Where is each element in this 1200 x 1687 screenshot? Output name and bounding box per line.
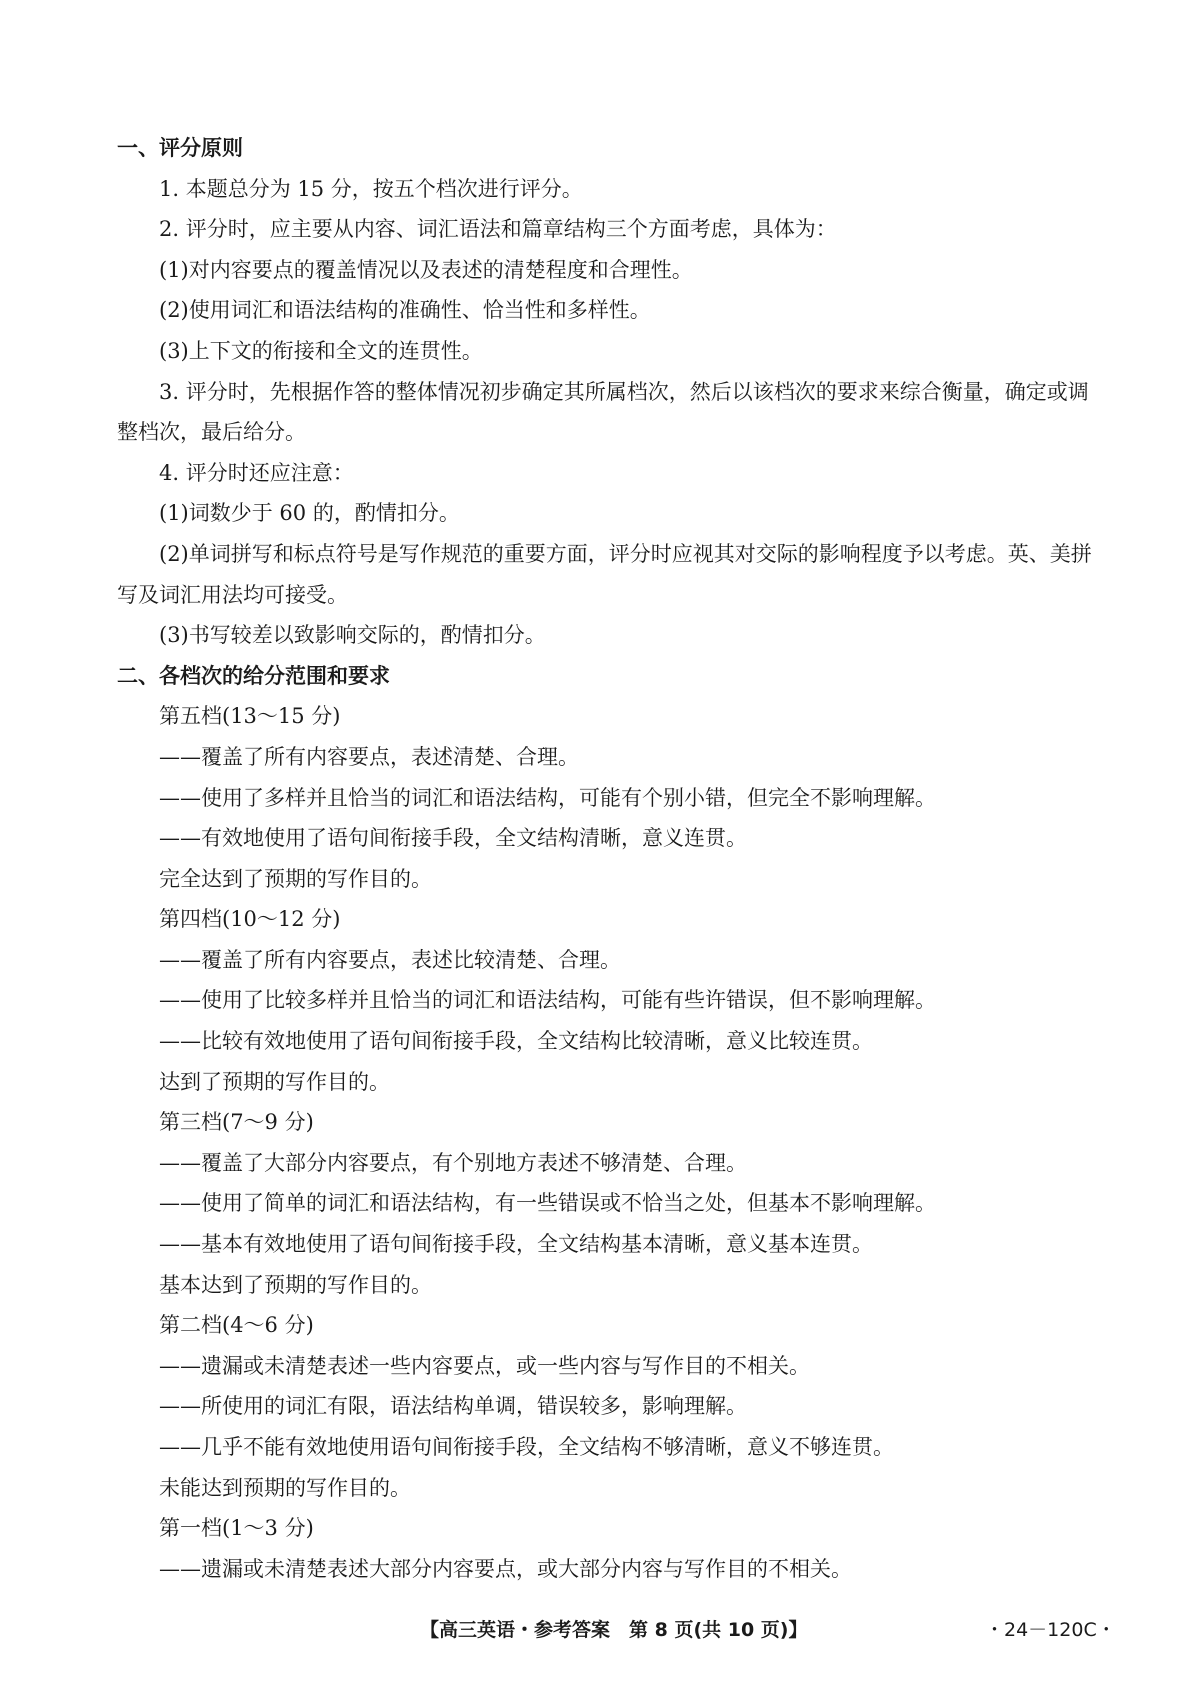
level-item: ——遗漏或未清楚表述大部分内容要点，或大部分内容与写作目的不相关。 xyxy=(159,1556,852,1581)
level-item: ——比较有效地使用了语句间衔接手段，全文结构比较清晰，意义比较连贯。 xyxy=(159,1029,873,1054)
level-item: ——覆盖了大部分内容要点，有个别地方表述不够清楚、合理。 xyxy=(159,1150,747,1175)
level-name: 第一档(1～3 分) xyxy=(159,1516,314,1541)
level-summary: 基本达到了预期的写作目的。 xyxy=(159,1272,432,1297)
rule-4-item-1: (1)词数少于 60 的，酌情扣分。 xyxy=(159,501,460,526)
level-item: ——使用了简单的词汇和语法结构，有一些错误或不恰当之处，但基本不影响理解。 xyxy=(159,1191,936,1216)
level-item: ——几乎不能有效地使用语句间衔接手段，全文结构不够清晰，意义不够连贯。 xyxy=(159,1435,894,1459)
rule-2-item-1: (1)对内容要点的覆盖情况以及表述的清楚程度和合理性。 xyxy=(159,257,693,282)
rule-4: 4. 评分时还应注意： xyxy=(159,460,354,485)
level-item: ——遗漏或未清楚表述一些内容要点，或一些内容与写作目的不相关。 xyxy=(159,1353,810,1378)
document-body xyxy=(117,128,1097,1589)
rule-3: 3. 评分时，先根据作答的整体情况初步确定其所属档次，然后以该档次的要求来综合衡量，确定或调整档次，最后给分。 xyxy=(117,379,1089,445)
level-summary: 完全达到了预期的写作目的。 xyxy=(159,866,432,891)
level-name: 第四档(10～12 分) xyxy=(159,907,341,932)
footer-page-info: 【高三英语・参考答案 第 8 页(共 10 页)】 xyxy=(420,1619,808,1641)
level-name: 第三档(7～9 分) xyxy=(159,1110,314,1135)
level-item: ——使用了多样并且恰当的词汇和语法结构，可能有个别小错，但完全不影响理解。 xyxy=(159,785,936,810)
level-summary: 达到了预期的写作目的。 xyxy=(159,1069,390,1094)
level-item: ——使用了比较多样并且恰当的词汇和语法结构，可能有些许错误，但不影响理解。 xyxy=(159,988,936,1013)
footer-code: ・24－120C・ xyxy=(985,1619,1116,1641)
level-item: ——覆盖了所有内容要点，表述清楚、合理。 xyxy=(159,744,579,769)
rule-2-item-2: (2)使用词汇和语法结构的准确性、恰当性和多样性。 xyxy=(159,298,651,323)
level-item: ——有效地使用了语句间衔接手段，全文结构清晰，意义连贯。 xyxy=(159,826,747,851)
rule-2-item-3: (3)上下文的衔接和全文的连贯性。 xyxy=(159,338,483,363)
rule-4-item-2: (2)单词拼写和标点符号是写作规范的重要方面，评分时应视其对交际的影响程度予以考虑。英、美拼写及词汇用法均可接受。 xyxy=(117,541,1092,607)
level-name: 第二档(4～6 分) xyxy=(159,1313,314,1338)
section1-title: 一、评分原则 xyxy=(117,136,243,160)
rule-1: 1. 本题总分为 15 分，按五个档次进行评分。 xyxy=(159,176,583,201)
level-item: ——覆盖了所有内容要点，表述比较清楚、合理。 xyxy=(159,947,621,972)
level-name: 第五档(13～15 分) xyxy=(159,704,341,729)
level-item: ——所使用的词汇有限，语法结构单调，错误较多，影响理解。 xyxy=(159,1394,747,1419)
level-summary: 未能达到预期的写作目的。 xyxy=(159,1475,411,1500)
section2-title: 二、各档次的给分范围和要求 xyxy=(117,663,390,688)
rule-4-item-3: (3)书写较差以致影响交际的，酌情扣分。 xyxy=(159,623,546,648)
rule-2: 2. 评分时，应主要从内容、词汇语法和篇章结构三个方面考虑，具体为： xyxy=(159,217,837,242)
level-item: ——基本有效地使用了语句间衔接手段，全文结构基本清晰，意义基本连贯。 xyxy=(159,1232,873,1257)
